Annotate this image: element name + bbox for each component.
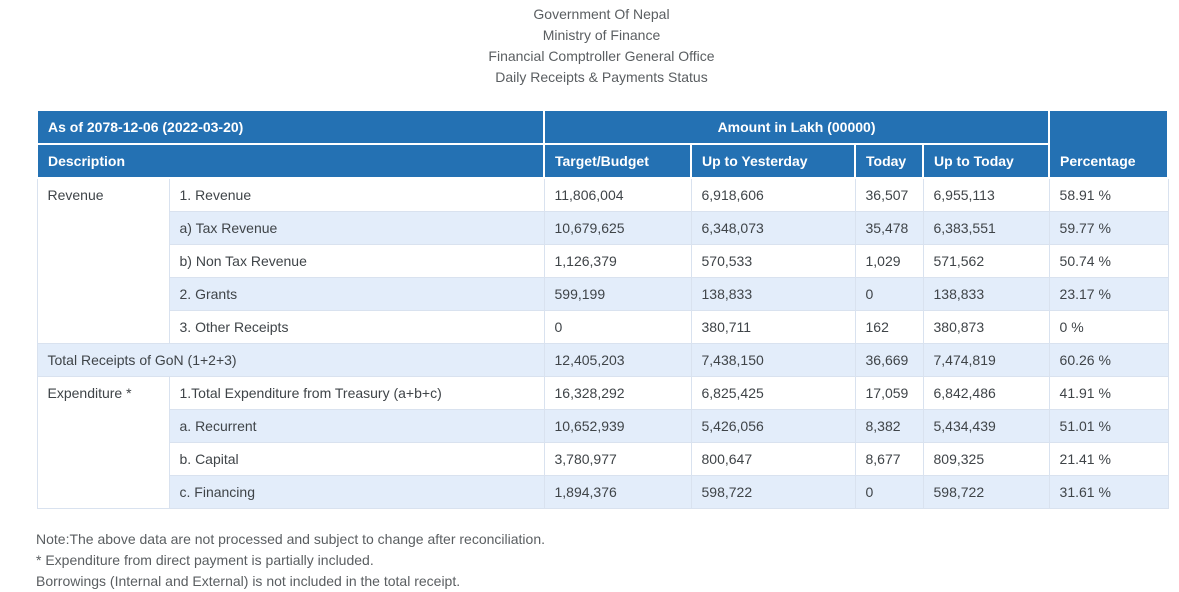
value-percentage: 58.91 % [1049, 178, 1168, 212]
value-up-to-today: 380,873 [923, 311, 1049, 344]
value-percentage: 21.41 % [1049, 443, 1168, 476]
row-label: 3. Other Receipts [169, 311, 544, 344]
table-row [37, 443, 1168, 476]
row-label: c. Financing [169, 476, 544, 509]
value-percentage: 51.01 % [1049, 410, 1168, 443]
value-up-to-today: 138,833 [923, 278, 1049, 311]
row-label: 1. Revenue [169, 178, 544, 212]
value-up-to-today: 7,474,819 [923, 344, 1049, 377]
row-label: b. Capital [169, 443, 544, 476]
daily-receipts-payments-table [36, 109, 1169, 509]
title-government: Government Of Nepal [533, 6, 670, 22]
column-header-today: Today [855, 144, 923, 178]
value-up-to-today: 571,562 [923, 245, 1049, 278]
column-header-percentage: Percentage [1049, 110, 1168, 178]
value-target-budget: 1,126,379 [544, 245, 691, 278]
table-row [37, 410, 1168, 443]
table-row [37, 476, 1168, 509]
value-up-to-today: 6,955,113 [923, 178, 1049, 212]
value-today: 0 [855, 476, 923, 509]
value-up-to-yesterday: 6,348,073 [691, 212, 855, 245]
column-header-up-to-yesterday: Up to Yesterday [691, 144, 855, 178]
table-row [37, 377, 1168, 410]
table-row [37, 212, 1168, 245]
title-ministry: Ministry of Finance [542, 27, 661, 43]
value-up-to-today: 598,722 [923, 476, 1049, 509]
footer-notes [36, 529, 1167, 592]
value-today: 36,669 [855, 344, 923, 377]
value-today: 36,507 [855, 178, 923, 212]
column-header-description: Description [37, 144, 544, 178]
value-up-to-yesterday: 138,833 [691, 278, 855, 311]
value-target-budget: 599,199 [544, 278, 691, 311]
value-today: 35,478 [855, 212, 923, 245]
value-up-to-today: 6,842,486 [923, 377, 1049, 410]
value-today: 8,677 [855, 443, 923, 476]
value-target-budget: 3,780,977 [544, 443, 691, 476]
as-of-date: As of 2078-12-06 (2022-03-20) [37, 110, 544, 144]
table-row [37, 311, 1168, 344]
table-header-row-2 [37, 144, 1168, 178]
value-today: 1,029 [855, 245, 923, 278]
value-today: 17,059 [855, 377, 923, 410]
row-label: 2. Grants [169, 278, 544, 311]
value-percentage: 23.17 % [1049, 278, 1168, 311]
table-row [37, 245, 1168, 278]
note-reconciliation: Note:The above data are not processed and subject to change after reconciliation. [36, 531, 545, 547]
value-target-budget: 0 [544, 311, 691, 344]
row-label: Total Receipts of GoN (1+2+3) [37, 344, 544, 377]
title-office: Financial Comptroller General Office [488, 48, 715, 64]
value-percentage: 0 % [1049, 311, 1168, 344]
value-up-to-today: 6,383,551 [923, 212, 1049, 245]
column-header-up-to-today: Up to Today [923, 144, 1049, 178]
value-target-budget: 1,894,376 [544, 476, 691, 509]
value-up-to-yesterday: 6,918,606 [691, 178, 855, 212]
table-header-row-1 [37, 110, 1168, 144]
title-report-name: Daily Receipts & Payments Status [495, 69, 708, 85]
value-up-to-yesterday: 6,825,425 [691, 377, 855, 410]
value-up-to-yesterday: 5,426,056 [691, 410, 855, 443]
value-percentage: 50.74 % [1049, 245, 1168, 278]
value-target-budget: 16,328,292 [544, 377, 691, 410]
value-up-to-yesterday: 800,647 [691, 443, 855, 476]
value-up-to-yesterday: 570,533 [691, 245, 855, 278]
value-percentage: 59.77 % [1049, 212, 1168, 245]
value-up-to-today: 809,325 [923, 443, 1049, 476]
value-percentage: 60.26 % [1049, 344, 1168, 377]
total-receipts-row [37, 344, 1168, 377]
value-today: 8,382 [855, 410, 923, 443]
value-today: 0 [855, 278, 923, 311]
value-percentage: 41.91 % [1049, 377, 1168, 410]
column-header-target-budget: Target/Budget [544, 144, 691, 178]
note-borrowings: Borrowings (Internal and External) is not included in the total receipt. [36, 573, 461, 589]
note-direct-payment: * Expenditure from direct payment is partially included. [36, 552, 374, 568]
row-label: b) Non Tax Revenue [169, 245, 544, 278]
value-today: 162 [855, 311, 923, 344]
row-label: 1.Total Expenditure from Treasury (a+b+c) [169, 377, 544, 410]
value-up-to-today: 5,434,439 [923, 410, 1049, 443]
value-target-budget: 10,652,939 [544, 410, 691, 443]
table-row [37, 178, 1168, 212]
row-label: a. Recurrent [169, 410, 544, 443]
value-target-budget: 12,405,203 [544, 344, 691, 377]
amount-unit-header: Amount in Lakh (00000) [544, 110, 1049, 144]
value-target-budget: 11,806,004 [544, 178, 691, 212]
row-group-revenue: Revenue [37, 178, 169, 344]
value-target-budget: 10,679,625 [544, 212, 691, 245]
value-up-to-yesterday: 380,711 [691, 311, 855, 344]
page-header [36, 4, 1167, 88]
row-group-expenditure: Expenditure * [37, 377, 169, 509]
value-up-to-yesterday: 598,722 [691, 476, 855, 509]
row-label: a) Tax Revenue [169, 212, 544, 245]
table-row [37, 278, 1168, 311]
value-up-to-yesterday: 7,438,150 [691, 344, 855, 377]
value-percentage: 31.61 % [1049, 476, 1168, 509]
report-page [36, 4, 1167, 592]
